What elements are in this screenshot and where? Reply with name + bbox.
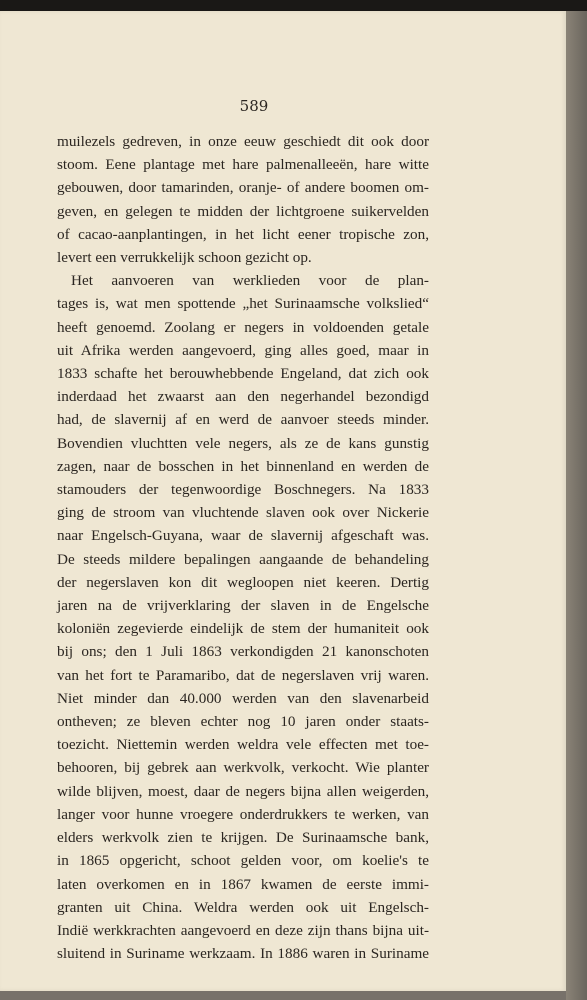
text-line: toezicht. Niettemin werden weldra vele effecten met toe- (57, 736, 429, 754)
text-line: Indië werkkrachten aangevoerd en deze zijn thans bijna uit- (57, 921, 429, 939)
text-line: elders werkvolk zien te krijgen. De Surinaamsche bank, (57, 829, 429, 847)
text-line: had, de slavernij af en werd de aanvoer steeds minder. (57, 411, 429, 429)
text-line: laten overkomen en in 1867 kwamen de eerste immi- (57, 875, 429, 893)
text-line: in 1865 opgericht, schoot gelden voor, om koelie's te (57, 852, 429, 870)
text-line: bij ons; den 1 Juli 1863 verkondigden 21 kanonschoten (57, 643, 429, 661)
page-number: 589 (239, 97, 269, 115)
text-line: uit Afrika werden aangevoerd, ging alles goed, maar in (57, 341, 429, 359)
text-line: koloniën zegevierde eindelijk de stem der humaniteit ook (57, 620, 429, 638)
page-edge-shadow (566, 11, 587, 1000)
text-line: Het aanvoeren van werklieden voor de plan- (71, 272, 429, 290)
text-line: naar Engelsch-Guyana, waar de slavernij afgeschaft was. (57, 527, 429, 545)
text-line: Niet minder dan 40.000 werden van den slavenarbeid (57, 689, 429, 707)
text-line: granten uit China. Weldra werden ook uit Engelsch- (57, 898, 429, 916)
text-line: geven, en gelegen te midden der lichtgroene suikervelden (57, 202, 429, 220)
text-line: 1833 schafte het berouwhebbende Engeland, dat zich ook (57, 365, 429, 383)
page-sheet (0, 11, 566, 991)
text-line: jaren na de vrijverklaring der slaven in de Engelsche (57, 597, 429, 615)
text-line: sluitend in Suriname werkzaam. In 1886 waren in Suriname (57, 945, 429, 963)
text-line: ging de stroom van vluchtende slaven ook over Nickerie (57, 504, 429, 522)
text-line: van het fort te Paramaribo, dat de negerslaven vrij waren. (57, 666, 429, 684)
text-line: behooren, bij gebrek aan werkvolk, verkocht. Wie planter (57, 759, 429, 777)
text-line: stamouders der tegenwoordige Boschnegers. Na 1833 (57, 481, 429, 499)
text-line: muilezels gedreven, in onze eeuw geschiedt dit ook door (57, 133, 429, 150)
text-line: stoom. Eene plantage met hare palmenalleeën, hare witte (57, 156, 429, 174)
text-line: zagen, naar de bosschen in het binnenland en werden de (57, 457, 429, 475)
text-line: inderdaad het zwaarst aan den negerhandel bezondigd (57, 388, 429, 406)
text-line: De steeds mildere bepalingen aangaande de behandeling (57, 550, 429, 568)
text-line: tages is, wat men spottende „het Surinaamsche volkslied“ (57, 295, 429, 313)
text-line: levert een verrukkelijk schoon gezicht op. (57, 249, 312, 267)
text-line: Bovendien vluchtten vele negers, als ze de kans gunstig (57, 434, 429, 452)
text-line: ontheven; ze bleven echter nog 10 jaren onder staats- (57, 713, 429, 731)
text-line: gebouwen, door tamarinden, oranje- of andere boomen om- (57, 179, 429, 197)
text-line: der negerslaven kon dit wegloopen niet keeren. Dertig (57, 573, 429, 591)
scan-top-edge (0, 0, 587, 11)
text-line: wilde blijven, moest, daar de negers bijna allen weigerden, (57, 782, 429, 800)
text-line: of cacao-aanplantingen, in het licht eener tropische zon, (57, 225, 429, 243)
text-line: langer voor hunne vroegere onderdrukkers te werken, van (57, 805, 429, 823)
body-text (57, 130, 429, 965)
text-line: heeft genoemd. Zoolang er negers in voldoenden getale (57, 318, 429, 336)
